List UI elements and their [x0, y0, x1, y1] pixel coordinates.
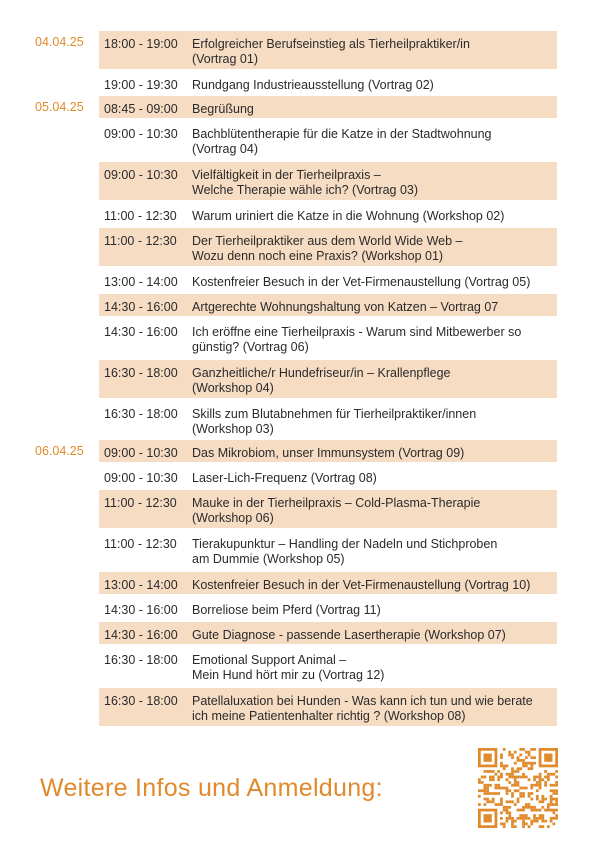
session-title: Tierakupunktur – Handling der Nadeln und Stichproben am Dummie (Workshop 05): [192, 537, 498, 566]
session-time: 09:00 - 10:30: [104, 127, 178, 141]
session-title: Emotional Support Animal – Mein Hund hört mir zu (Vortrag 12): [192, 653, 385, 682]
session-title: Warum uriniert die Katze in die Wohnung (Workshop 02): [192, 209, 505, 223]
session-title: Rundgang Industrieausstellung (Vortrag 02): [192, 78, 434, 92]
session-row: [99, 647, 557, 685]
session-title: Kostenfreier Besuch in der Vet-Firmenaustellung (Vortrag 10): [192, 578, 531, 592]
session-title: Patellaluxation bei Hunden - Was kann ich tun und wie berate ich meine Patientenhalter richtig ? (Workshop 08): [192, 694, 533, 723]
session-row: [99, 572, 557, 594]
session-row: [99, 597, 557, 619]
session-title: Kostenfreier Besuch in der Vet-Firmenaustellung (Vortrag 05): [192, 275, 531, 289]
session-time: 14:30 - 16:00: [104, 628, 178, 642]
session-row: [99, 319, 557, 357]
session-row: [99, 465, 557, 487]
session-title: Mauke in der Tierheilpraxis – Cold-Plasma-Therapie (Workshop 06): [192, 496, 481, 525]
session-time: 11:00 - 12:30: [104, 537, 177, 551]
session-row: [99, 121, 557, 159]
session-row: [99, 360, 557, 398]
session-time: 14:30 - 16:00: [104, 603, 178, 617]
session-time: 08:45 - 09:00: [104, 102, 178, 116]
day-date: 04.04.25: [35, 35, 84, 49]
session-time: 19:00 - 19:30: [104, 78, 178, 92]
session-time: 16:30 - 18:00: [104, 366, 178, 380]
session-row: [99, 531, 557, 569]
session-title: Gute Diagnose - passende Lasertherapie (Workshop 07): [192, 628, 506, 642]
session-title: Ich eröffne eine Tierheilpraxis - Warum sind Mitbewerber so günstig? (Vortrag 06): [192, 325, 522, 354]
session-title: Artgerechte Wohnungshaltung von Katzen – Vortrag 07: [192, 300, 499, 314]
session-row: [99, 72, 557, 94]
session-title: Bachblütentherapie für die Katze in der Stadtwohnung (Vortrag 04): [192, 127, 492, 156]
qr-code-icon[interactable]: [478, 748, 558, 828]
session-row: [99, 490, 557, 528]
session-title: Skills zum Blutabnehmen für Tierheilpraktiker/innen (Workshop 03): [192, 407, 477, 436]
session-row: [99, 203, 557, 225]
session-time: 11:00 - 12:30: [104, 209, 177, 223]
session-title: Begrüßung: [192, 102, 254, 116]
session-row: [99, 96, 557, 118]
session-time: 14:30 - 16:00: [104, 325, 178, 339]
session-time: 14:30 - 16:00: [104, 300, 178, 314]
session-row: [99, 31, 557, 69]
session-title: Erfolgreicher Berufseinstieg als Tierheilpraktiker/in (Vortrag 01): [192, 37, 470, 66]
session-title: Laser-Lich-Frequenz (Vortrag 08): [192, 471, 377, 485]
footer-cta: Weitere Infos und Anmeldung:: [40, 774, 383, 802]
session-row: [99, 622, 557, 644]
session-row: [99, 440, 557, 462]
day-date: 05.04.25: [35, 100, 84, 114]
session-time: 09:00 - 10:30: [104, 471, 178, 485]
session-time: 09:00 - 10:30: [104, 446, 178, 460]
session-title: Vielfältigkeit in der Tierheilpraxis – Welche Therapie wähle ich? (Vortrag 03): [192, 168, 419, 197]
session-row: [99, 162, 557, 200]
session-time: 16:30 - 18:00: [104, 694, 178, 708]
session-title: Ganzheitliche/r Hundefriseur/in – Krallenpflege (Workshop 04): [192, 366, 451, 395]
session-row: [99, 228, 557, 266]
session-title: Das Mikrobiom, unser Immunsystem (Vortrag 09): [192, 446, 465, 460]
session-title: Der Tierheilpraktiker aus dem World Wide Web – Wozu denn noch eine Praxis? (Workshop 01): [192, 234, 463, 263]
session-row: [99, 269, 557, 291]
session-row: [99, 401, 557, 439]
session-time: 09:00 - 10:30: [104, 168, 178, 182]
day-date: 06.04.25: [35, 444, 84, 458]
session-row: [99, 688, 557, 726]
session-time: 16:30 - 18:00: [104, 653, 178, 667]
session-title: Borreliose beim Pferd (Vortrag 11): [192, 603, 381, 617]
session-time: 13:00 - 14:00: [104, 275, 178, 289]
session-time: 16:30 - 18:00: [104, 407, 178, 421]
session-time: 11:00 - 12:30: [104, 496, 177, 510]
session-time: 13:00 - 14:00: [104, 578, 178, 592]
session-time: 11:00 - 12:30: [104, 234, 177, 248]
session-time: 18:00 - 19:00: [104, 37, 178, 51]
session-row: [99, 294, 557, 316]
